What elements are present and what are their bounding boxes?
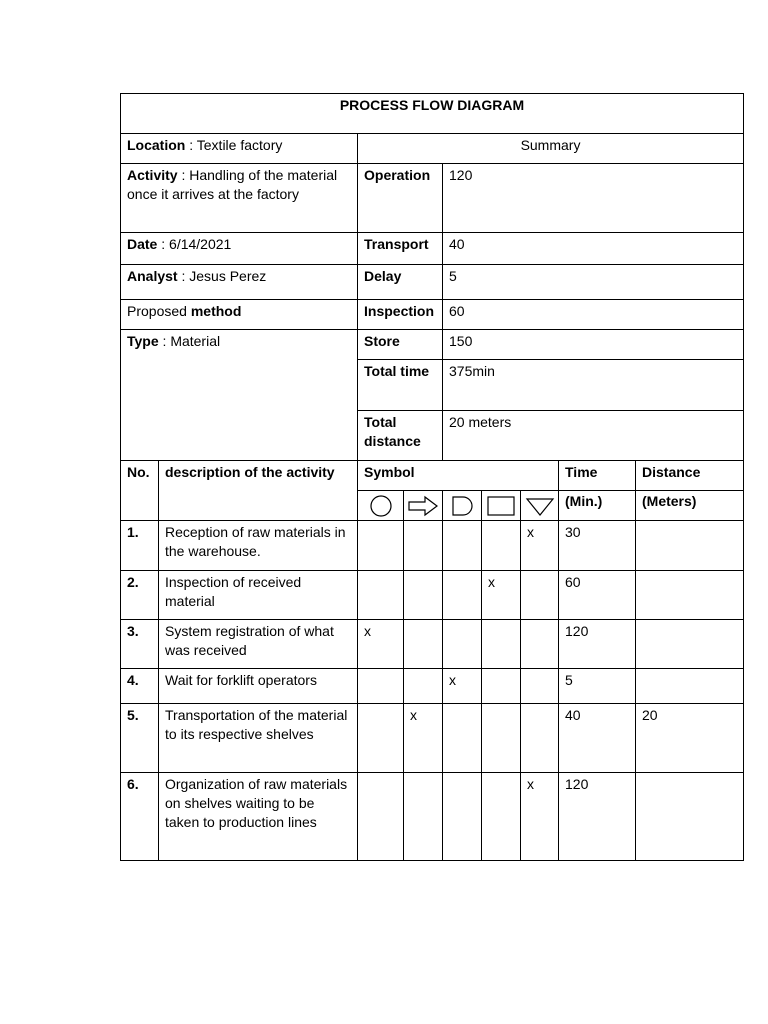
- summary-header: Summary: [358, 134, 744, 164]
- row-distance: [636, 669, 744, 704]
- row-time: 40: [559, 704, 636, 773]
- delay-d-icon: [443, 491, 482, 521]
- table-row: [121, 704, 744, 773]
- operation-value: 120: [443, 164, 744, 233]
- date-value: 6/14/2021: [169, 236, 232, 252]
- location-sep: :: [185, 137, 197, 153]
- mark-store: [521, 571, 559, 620]
- mark-delay: x: [443, 669, 482, 704]
- activity-value: Handling of the material once it arrives at the factory: [127, 167, 338, 202]
- type-cell: [121, 330, 358, 461]
- location-value: Textile factory: [196, 137, 283, 153]
- col-header-time-bottom: (Min.): [559, 491, 636, 521]
- type-value: Material: [170, 333, 221, 349]
- mark-transport: [404, 620, 443, 669]
- activity-cell: [121, 164, 358, 233]
- table-row: [121, 620, 744, 669]
- type-sep: :: [158, 333, 171, 349]
- mark-inspection: [482, 704, 521, 773]
- mark-transport: [404, 521, 443, 571]
- mark-store: [521, 620, 559, 669]
- store-label: Store: [358, 330, 443, 360]
- total-distance-value: 20 meters: [443, 411, 744, 461]
- store-triangle-icon: [521, 491, 559, 521]
- row-description: Organization of raw materials on shelves waiting to be taken to production lines: [159, 773, 358, 861]
- row-description: System registration of what was received: [159, 620, 358, 669]
- analyst-value: Jesus Perez: [189, 268, 267, 284]
- mark-delay: [443, 571, 482, 620]
- table-row: [121, 773, 744, 861]
- transport-value: 40: [443, 233, 744, 265]
- row-distance: [636, 521, 744, 571]
- transport-label: Transport: [358, 233, 443, 265]
- proposed-prefix: Proposed: [127, 303, 191, 319]
- mark-transport: x: [404, 704, 443, 773]
- date-sep: :: [157, 236, 170, 252]
- location-label: Location: [127, 137, 186, 153]
- activity-sep: :: [177, 167, 190, 183]
- mark-store: [521, 669, 559, 704]
- proposed-method: method: [190, 303, 242, 319]
- row-no: 6.: [121, 773, 159, 861]
- date-cell: [121, 233, 358, 265]
- analyst-cell: [121, 265, 358, 300]
- analyst-sep: :: [177, 268, 190, 284]
- mark-transport: [404, 773, 443, 861]
- row-distance: [636, 571, 744, 620]
- mark-transport: [404, 669, 443, 704]
- activity-label: Activity: [127, 167, 178, 183]
- transport-arrow-icon: [404, 491, 443, 521]
- type-label: Type: [127, 333, 159, 349]
- mark-operation: [358, 521, 404, 571]
- mark-operation: [358, 669, 404, 704]
- mark-transport: [404, 571, 443, 620]
- inspection-label: Inspection: [358, 300, 443, 330]
- mark-delay: [443, 773, 482, 861]
- row-time: 30: [559, 521, 636, 571]
- row-description: Reception of raw materials in the warehouse.: [159, 521, 358, 571]
- row-time: 5: [559, 669, 636, 704]
- table-row: [121, 669, 744, 704]
- row-no: 2.: [121, 571, 159, 620]
- mark-inspection: x: [482, 571, 521, 620]
- store-value: 150: [443, 330, 744, 360]
- location-cell: [121, 134, 358, 164]
- row-distance: [636, 773, 744, 861]
- total-time-label: Total time: [358, 360, 443, 411]
- mark-store: x: [521, 521, 559, 571]
- col-header-symbol: Symbol: [358, 461, 559, 491]
- operation-circle-icon: [358, 491, 404, 521]
- mark-operation: [358, 571, 404, 620]
- row-description: Wait for forklift operators: [159, 669, 358, 704]
- row-distance: 20: [636, 704, 744, 773]
- mark-operation: [358, 773, 404, 861]
- total-time-value: 375min: [443, 360, 744, 411]
- proposed-method-cell: [121, 300, 358, 330]
- mark-store: x: [521, 773, 559, 861]
- row-no: 4.: [121, 669, 159, 704]
- mark-inspection: [482, 521, 521, 571]
- delay-value: 5: [443, 265, 744, 300]
- process-flow-table: [120, 93, 744, 861]
- date-label: Date: [127, 236, 158, 252]
- mark-delay: [443, 620, 482, 669]
- mark-store: [521, 704, 559, 773]
- row-no: 5.: [121, 704, 159, 773]
- row-time: 120: [559, 773, 636, 861]
- col-header-distance-bottom: (Meters): [636, 491, 744, 521]
- page-title: PROCESS FLOW DIAGRAM: [121, 94, 744, 134]
- row-distance: [636, 620, 744, 669]
- row-time: 60: [559, 571, 636, 620]
- mark-inspection: [482, 620, 521, 669]
- mark-inspection: [482, 773, 521, 861]
- mark-delay: [443, 704, 482, 773]
- mark-inspection: [482, 669, 521, 704]
- col-header-description: description of the activity: [159, 461, 358, 521]
- row-no: 1.: [121, 521, 159, 571]
- inspection-square-icon: [482, 491, 521, 521]
- col-header-time-top: Time: [559, 461, 636, 491]
- total-distance-label: Total distance: [358, 411, 443, 461]
- col-header-no: No.: [121, 461, 159, 521]
- operation-label: Operation: [358, 164, 443, 233]
- row-description: Transportation of the material to its respective shelves: [159, 704, 358, 773]
- col-header-distance-top: Distance: [636, 461, 744, 491]
- mark-operation: [358, 704, 404, 773]
- row-description: Inspection of received material: [159, 571, 358, 620]
- row-time: 120: [559, 620, 636, 669]
- mark-delay: [443, 521, 482, 571]
- inspection-value: 60: [443, 300, 744, 330]
- analyst-label: Analyst: [127, 268, 178, 284]
- table-row: [121, 521, 744, 571]
- table-row: [121, 571, 744, 620]
- mark-operation: x: [358, 620, 404, 669]
- delay-label: Delay: [358, 265, 443, 300]
- row-no: 3.: [121, 620, 159, 669]
